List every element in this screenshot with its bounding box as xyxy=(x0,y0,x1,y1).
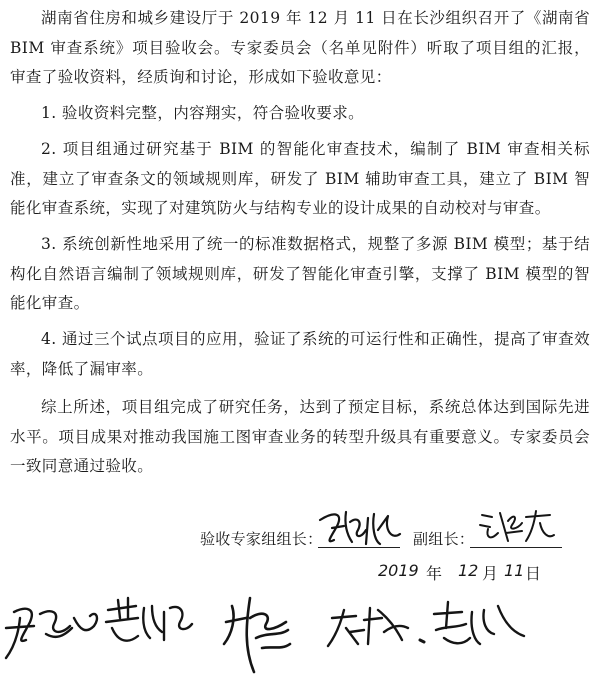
leader-label: 验收专家组组长： xyxy=(200,530,323,548)
date-day-unit: 日 xyxy=(525,564,542,583)
committee-signature-1 xyxy=(6,609,97,658)
intro-paragraph: 湖南省住房和城乡建设厅于 2019 年 12 月 11 日在长沙组织召开了《湖南省 BIM 审查系统》项目验收会。专家委员会（名单见附件）听取了项目组的汇报，审查了验收资料，经质询和讨论，形成如下验收意见： xyxy=(10,9,590,86)
opinion-item-4: 4. 通过三个试点项目的应用，验证了系统的可运行性和正确性，提高了审查效率，降低了漏审率。 xyxy=(10,330,590,378)
conclusion-paragraph: 综上所述，项目组完成了研究任务，达到了预定目标，系统总体达到国际先进水平。项目成果对推动我国施工图审查业务的转型升级具有重要意义。专家委员会一致同意通过验收。 xyxy=(10,398,590,475)
opinion-item-3: 3. 系统创新性地采用了统一的标准数据格式，规整了多源 BIM 模型；基于结构化自然语言编制了领域规则库，研发了智能化审查引擎，支撑了 BIM 模型的智能化审查。 xyxy=(10,235,590,312)
committee-signature-5 xyxy=(434,602,524,644)
opinion-item-2: 2. 项目组通过研究基于 BIM 的智能化审查技术，编制了 BIM 审查相关标准，建立了审查条文的领域规则库，研发了 BIM 辅助审查工具，建立了 BIM 智能化审查系统，实现了对建筑防火与结构专业的设计成果的自动校对与审查。 xyxy=(10,140,590,217)
deputy-label: 副组长： xyxy=(413,530,475,548)
date-year-unit: 年 xyxy=(426,564,443,583)
leader-signature xyxy=(314,500,409,555)
committee-signature-3 xyxy=(224,598,290,672)
date-day: 11 xyxy=(504,561,525,580)
date-month-unit: 月 xyxy=(482,564,499,583)
deputy-signature xyxy=(478,503,558,553)
opinion-item-1: 1. 验收资料完整，内容翔实，符合验收要求。 xyxy=(41,104,365,122)
date-month: 12 xyxy=(458,561,479,580)
date-year: 2019 xyxy=(378,561,419,580)
committee-signature-2 xyxy=(106,598,192,641)
committee-signature-4 xyxy=(328,608,424,646)
committee-signatures xyxy=(0,588,600,687)
handwritten-date xyxy=(378,561,578,591)
